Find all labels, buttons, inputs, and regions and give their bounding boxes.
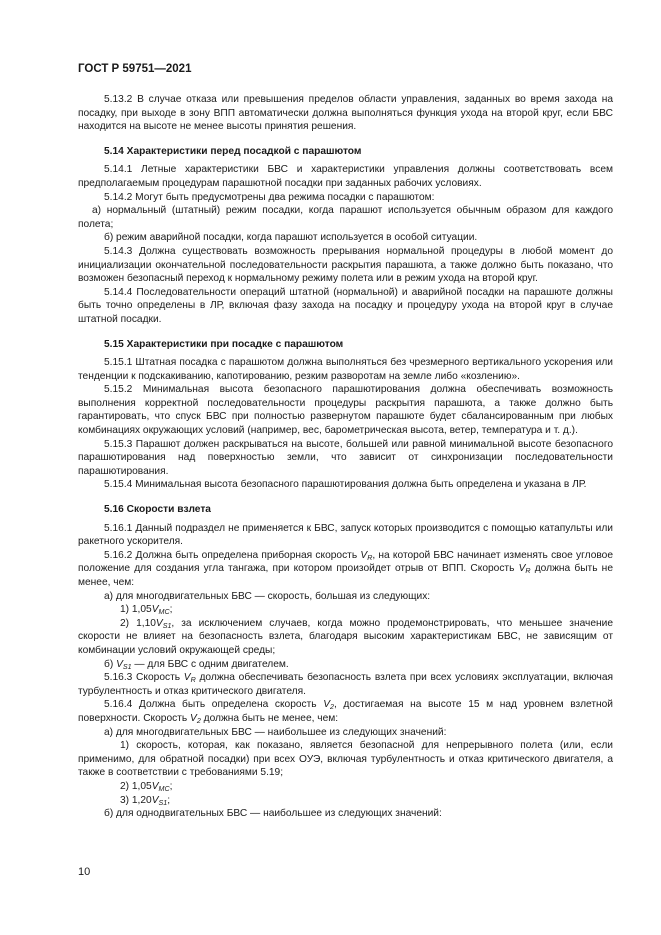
para-5-14-2-a: а) нормальный (штатный) режим посадки, когда парашют используется обычным образом для каждого полета;: [78, 205, 613, 230]
para-5-14-1: 5.14.1 Летные характеристики БВС и характеристики управления должны соответствовать всем предполагаемым процедурам парашютной посадки при заданных рабочих условиях.: [78, 164, 613, 189]
heading-5-15: 5.15 Характеристики при посадке с парашютом: [104, 338, 344, 350]
para-5-14-2: 5.14.2 Могут быть предусмотрены два режима посадки с парашютом:: [104, 191, 435, 203]
para-5-15-1: 5.15.1 Штатная посадка с парашютом должна выполняться без чрезмерного вертикального ускорения или тенденции к подскакиванию, капотированию, резким разворотам на земле либо «козлению».: [78, 357, 613, 382]
para-5-14-2-b: б) режим аварийной посадки, когда парашют используется в особой ситуации.: [104, 232, 478, 244]
para-5-16-4-b: б) для однодвигательных БВС — наибольшее из следующих значений:: [104, 808, 442, 820]
para-5-16-4-a: а) для многодвигательных БВС — наибольшее из следующих значений:: [104, 726, 447, 738]
page-number: 10: [78, 866, 91, 878]
para-5-16-3: 5.16.3 Скорость $V_R$ должна обеспечивать безопасность взлета при всех условиях эксплуатации, включая турбулентность и отказ критического двигателя.: [78, 672, 613, 697]
para-5-16-4: 5.16.4 Должна быть определена скорость $V_2$, достигаемая на высоте 15 м над уровнем взлетной поверхности. Скорость $V_2$ должна быть не менее, чем:: [78, 699, 613, 725]
para-5-16-2-b: б) $V_{S1}$ — для БВС с одним двигателем.: [104, 658, 289, 671]
para-5-14-4: 5.14.4 Последовательности операций штатной (нормальной) и аварийной посадки на парашюте должны быть точно определены в ЛР, включая фазу захода на посадку и процедуру ухода на второй круг в случае штатной посадки.: [78, 286, 613, 325]
para-5-14-3: 5.14.3 Должна существовать возможность прерывания нормальной процедуры в любой момент до инициализации окончательной последовательности раскрытия парашюта, а также должно быть показано, что возможен безопасный переход к нормальному режиму полета или в режим ухода на второй круг.: [78, 245, 613, 285]
para-5-15-2: 5.15.2 Минимальная высота безопасного парашютирования должна обеспечивать возможность выполнения корректной последовательности процедуры раскрытия парашюта, а также должно быть гарантировать, что спуск БВС при полностью развернутом парашюте будет сбалансированным при любых комбинациях окружающих условий (например, вес, барометрическая высота, ветер, температура и т. д.).: [78, 384, 613, 437]
para-5-15-3: 5.15.3 Парашют должен раскрываться на высоте, большей или равной минимальной высоте безопасного парашютирования над поверхностью земли, что зависит от синхронизации последовательности парашютирования.: [78, 438, 613, 477]
para-5-16-1: 5.16.1 Данный подраздел не применяется к БВС, запуск которых производится с помощью катапульты или ракетного ускорителя.: [78, 522, 613, 548]
para-5-16-4-a-2: 2) $1,05V_{MC}$;: [120, 780, 173, 793]
para-5-16-2: 5.16.2 Должна быть определена приборная скорость $V_R$, на которой БВС начинает изменять свое угловое положение для создания угла тангажа, при котором произойдет отрыв от ВПП. Скорость $V_R$ должна быть не менее, чем:: [78, 549, 613, 588]
heading-5-16: 5.16 Скорости взлета: [104, 504, 211, 516]
para-5-13-2: 5.13.2 В случае отказа или превышения пределов области управления, заданных во время захода на посадку, при выходе в зону ВПП автоматически должна выполняться функция ухода на второй круг, если БВС находится на высоте не менее высоты принятия решения.: [78, 94, 613, 133]
document-header: ГОСТ Р 59751—2021: [78, 63, 192, 75]
para-5-16-4-a-3: 3) $1,20V_{S1}$;: [120, 794, 171, 807]
para-5-16-2-a-2: 2) $1,10V_{S1}$, за исключением случаев, когда можно продемонстрировать, что меньшее значение скорости не влияет на безопасность взлета, благодаря высоким характеристикам БВС, не зависящим от комбинации условий окружающей среды;: [78, 617, 613, 656]
page-content: [78, 93, 613, 821]
heading-5-14: 5.14 Характеристики перед посадкой с парашютом: [104, 145, 362, 157]
para-5-15-4: 5.15.4 Минимальная высота безопасного парашютирования должна быть определена и указана в ЛР.: [104, 479, 587, 491]
para-5-16-2-a: а) для многодвигательных БВС — скорость, большая из следующих:: [104, 590, 431, 602]
para-5-16-2-a-1: 1) $1,05V_{MC}$;: [120, 604, 173, 617]
para-5-16-4-a-1: 1) скорость, которая, как показано, является безопасной для непрерывного полета (или, если применимо, для обратной посадки) при всех ОУЭ, включая турбулентность и отказ критического двигателя, а также в соответствии с требованиями 5.19;: [78, 740, 613, 779]
